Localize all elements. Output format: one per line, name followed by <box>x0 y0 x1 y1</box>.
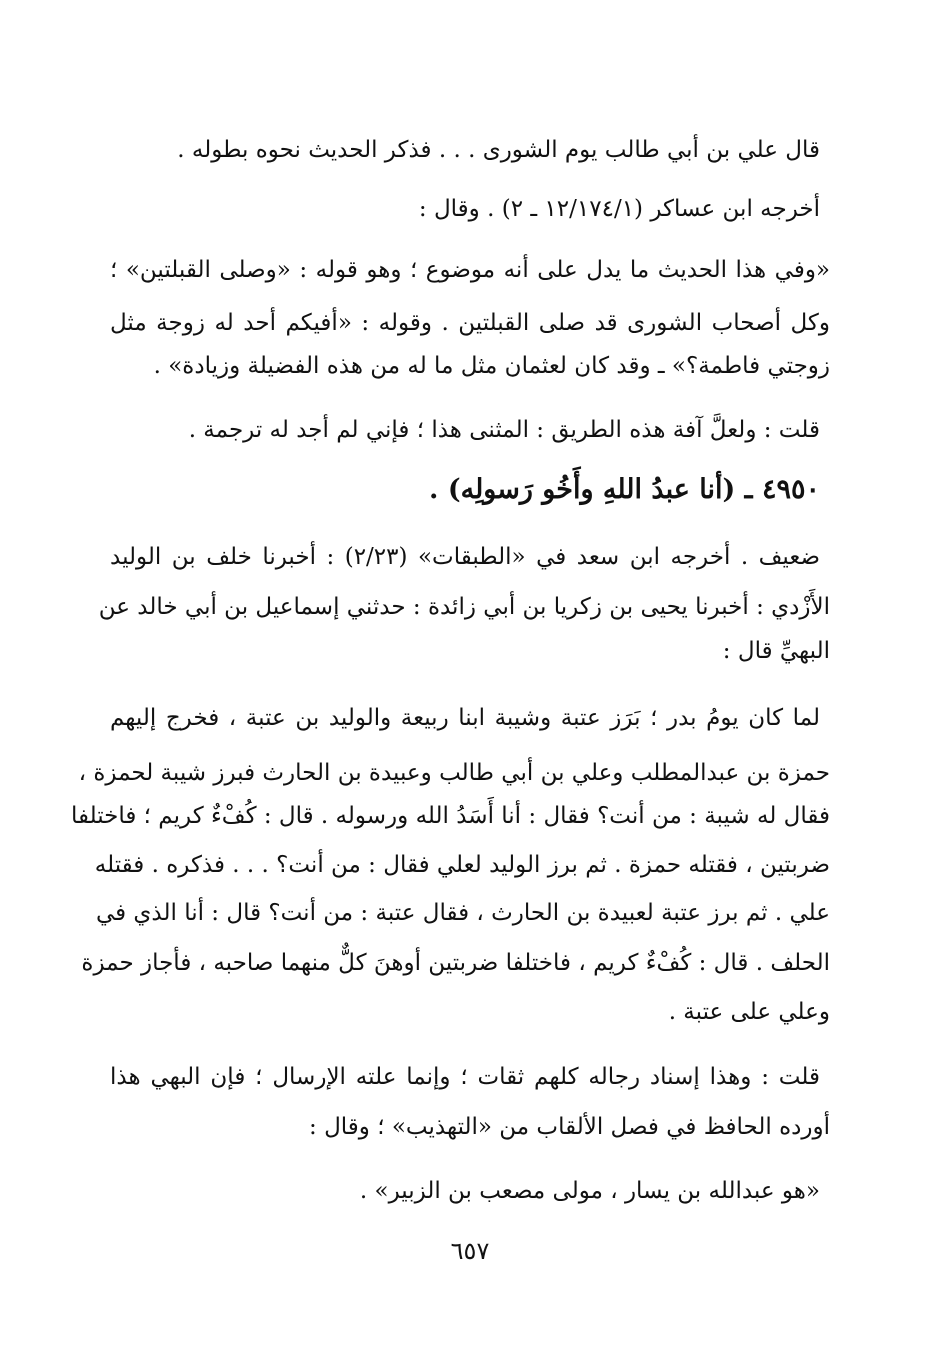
text-line: قلت : وهذا إسناد رجاله كلهم ثقات ؛ وإنما علته الإرسال ؛ فإن البهي هذا <box>110 1064 820 1090</box>
text-line: قلت : ولعلَّ آفة هذه الطريق : المثنى هذا ؛ فإني لم أجد له ترجمة . <box>188 417 820 443</box>
text-line: وعلي على عتبة . <box>668 999 830 1025</box>
text-line: حمزة بن عبدالمطلب وعلي بن أبي طالب وعبيدة بن الحارث فبرز شيبة لحمزة ، <box>78 760 830 786</box>
text-line: ضربتين ، فقتله حمزة . ثم برز الوليد لعلي فقال : من أنت؟ . . . فذكره . فقتله <box>94 852 830 878</box>
text-line: لما كان يومُ بدر ؛ بَرَز عتبة وشيبة ابنا ربيعة والوليد بن عتبة ، فخرج إليهم <box>110 705 820 731</box>
text-line: فقال له شيبة : من أنت؟ فقال : أنا أَسَدُ الله ورسوله . قال : كُفْءٌ كريم ؛ فاختلفا <box>70 803 830 829</box>
text-line: «هو عبدالله بن يسار ، مولى مصعب بن الزبير» . <box>359 1178 820 1204</box>
text-line: «وفي هذا الحديث ما يدل على أنه موضوع ؛ وهو قوله : «وصلى القبلتين» ؛ <box>110 257 830 283</box>
text-line: الحلف . قال : كُفْءٌ كريم ، فاختلفا ضربتين أوهنَ كلٌّ منهما صاحبه ، فأجاز حمزة <box>81 950 830 976</box>
page-number: ٦٥٧ <box>450 1237 490 1265</box>
text-line: وكل أصحاب الشورى قد صلى القبلتين . وقوله : «أفيكم أحد له زوجة مثل <box>110 310 830 336</box>
text-line: علي . ثم برز عتبة لعبيدة بن الحارث ، فقال عتبة : من أنت؟ قال : أنا الذي في <box>95 900 830 926</box>
text-line: قال علي بن أبي طالب يوم الشورى . . . فذكر الحديث نحوه بطوله . <box>177 137 820 163</box>
text-line: ضعيف . أخرجه ابن سعد في «الطبقات» (٢/٢٣) : أخبرنا خلف بن الوليد <box>110 544 820 570</box>
hadith-heading: ٤٩٥٠ ـ (أنا عبدُ اللهِ وأَخُو رَسولِه) . <box>429 474 820 505</box>
text-line: زوجتي فاطمة؟» ـ وقد كان لعثمان مثل ما له من هذه الفضيلة وزيادة» . <box>153 353 830 379</box>
text-line: الأَزْدي : أخبرنا يحيى بن زكريا بن أبي زائدة : حدثني إسماعيل بن أبي خالد عن <box>98 594 830 620</box>
text-line: البهيِّ قال : <box>722 638 830 664</box>
text-line: أخرجه ابن عساكر (١٢/١٧٤/١ ـ ٢) . وقال : <box>418 196 820 222</box>
text-line: أورده الحافظ في فصل الألقاب من «التهذيب» ؛ وقال : <box>309 1114 830 1140</box>
